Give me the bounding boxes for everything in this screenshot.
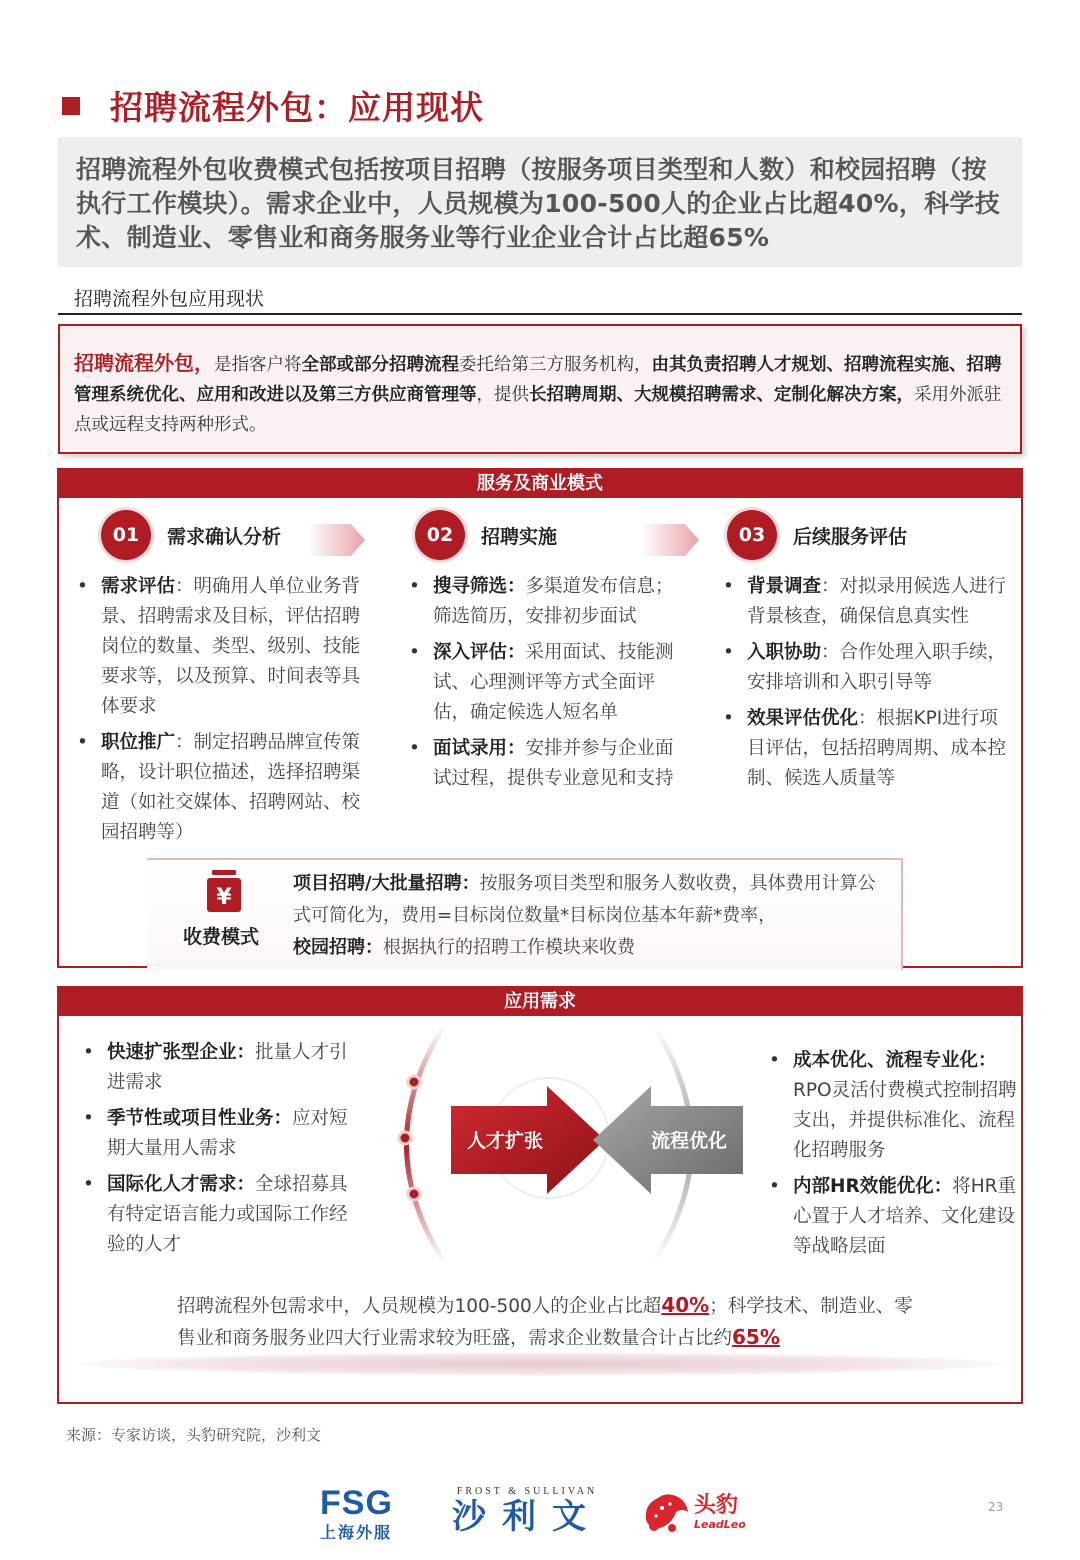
fsg-logo: FSG 上海外服: [320, 1484, 393, 1542]
demand-panel-header: 应用需求: [59, 988, 1021, 1016]
definition-text: [74, 348, 1006, 440]
definition-term: 招聘流程外包，: [74, 351, 214, 375]
definition-part: 委托给第三方服务机构，: [459, 355, 652, 375]
frost-sullivan-logo: FROST & SULLIVAN 沙利文: [452, 1486, 602, 1537]
title-square-icon: [62, 97, 80, 115]
section-label: 招聘流程外包应用现状: [74, 288, 265, 310]
footer-logos: [320, 1486, 760, 1546]
leopard-icon: [642, 1490, 690, 1534]
section-divider: [58, 313, 1022, 315]
arrow-right-label: 流程优化: [650, 1130, 728, 1152]
list-item: • 季节性或项目性业务：应对短期大量用人需求: [79, 1104, 349, 1164]
step-arrow-icon: [307, 520, 367, 560]
summary-box: [58, 137, 1022, 267]
step-02: [415, 510, 557, 560]
definition-box: [58, 324, 1022, 454]
list-item: • 背景调查：对拟录用候选人进行背景核查，确保信息真实性: [719, 572, 1009, 632]
page-number: 23: [988, 1500, 1004, 1514]
highlight-40: 40%: [661, 1293, 710, 1317]
definition-part: 采用外派驻点或远程支持两种形式。: [74, 385, 1002, 435]
page-title: [62, 82, 484, 129]
demand-left-bullets: [79, 1038, 349, 1266]
step-number: 03: [727, 510, 777, 560]
demand-summary: 招聘流程外包需求中，人员规模为100-500人的企业占比超40%；科学技术、制造业、零售业和商务服务业四大行业需求较为旺盛，需求企业数量合计占比约65%: [177, 1293, 913, 1349]
fee-symbol: ¥: [216, 885, 232, 910]
demand-center-graphic: [339, 1024, 759, 1264]
fee-line: 校园招聘：根据执行的招聘工作模块来收费: [293, 937, 635, 958]
step-number: 02: [415, 510, 465, 560]
definition-bold: 由其负责招聘人才规划、招聘流程实施、招聘管理系统优化、应用和改进以及第三方供应商管理等: [74, 355, 1002, 405]
fee-label: 收费模式: [183, 926, 260, 948]
summary-text: 招聘流程外包收费模式包括按项目招聘（按服务项目类型和人数）和校园招聘（按执行工作模块）。需求企业中，人员规模为100-500人的企业占比超40%，科学技术、制造业、零售业和商务服务业等行业企业合计占比超65%: [76, 155, 1001, 252]
definition-bold: 全部或部分招聘流程: [301, 355, 459, 375]
list-item: • 需求评估：明确用人单位业务背景、招聘需求及目标，评估招聘岗位的数量、类型、级别、技能要求等，以及预算、时间表等具体要求: [73, 572, 373, 722]
step-title: 需求确认分析: [167, 525, 282, 548]
list-item: • 搜寻筛选：多渠道发布信息；筛选简历，安排初步面试: [405, 572, 689, 632]
step-number: 01: [101, 510, 151, 560]
service-panel-header: 服务及商业模式: [59, 470, 1021, 498]
leadleo-logo: 头豹 LeadLeo: [642, 1490, 746, 1534]
fee-line: 项目招聘/大批量招聘：按服务项目类型和服务人数收费，具体费用计算公式可简化为，费用=目标岗位数量*目标岗位基本年薪*费率，: [293, 873, 876, 926]
left-dot: [408, 1188, 420, 1200]
arrow-left-label: 人才扩张: [466, 1130, 544, 1152]
definition-part: 是指客户将: [214, 355, 302, 375]
highlight-65: 65%: [732, 1325, 780, 1349]
step-01-bullets: [73, 572, 373, 854]
decorative-shadow: [79, 1352, 1003, 1376]
left-dot: [408, 1076, 420, 1088]
fee-model-box: [147, 858, 903, 970]
list-item: • 快速扩张型企业：批量人才引进需求: [79, 1038, 349, 1098]
step-03-bullets: [719, 572, 1009, 800]
step-title: 招聘实施: [481, 525, 558, 548]
step-title: 后续服务评估: [793, 525, 908, 548]
step-03: [727, 510, 907, 560]
demand-panel: [57, 986, 1023, 1404]
demand-right-bullets: [765, 1046, 1019, 1268]
list-item: • 入职协助：合作处理入职手续，安排培训和入职引导等: [719, 638, 1009, 698]
step-01: [101, 510, 281, 560]
list-item: • 面试录用：安排并参与企业面试过程，提供专业意见和支持: [405, 734, 689, 794]
definition-part: ，提供: [476, 385, 529, 405]
fee-description: [293, 868, 893, 964]
list-item: • 职位推广：制定招聘品牌宣传策略，设计职位描述，选择招聘渠道（如社交媒体、招聘网站、校园招聘等）: [73, 728, 373, 848]
list-item: • 成本优化、流程专业化：RPO灵活付费模式控制招聘支出，并提供标准化、流程化招聘服务: [765, 1046, 1019, 1166]
step-arrow-icon: [641, 520, 701, 560]
step-02-bullets: [405, 572, 689, 800]
left-dot: [399, 1132, 411, 1144]
list-item: • 深入评估：采用面试、技能测试、心理测评等方式全面评估，确定候选人短名单: [405, 638, 689, 728]
definition-bold: 长招聘周期、大规模招聘需求、定制化解决方案，: [529, 385, 914, 405]
list-item: • 效果评估优化：根据KPI进行项目评估，包括招聘周期、成本控制、候选人质量等: [719, 704, 1009, 794]
service-panel: [57, 468, 1023, 968]
price-tag-icon: [207, 870, 241, 912]
left-arc: [407, 1026, 445, 1262]
source-note: 来源：专家访谈，头豹研究院，沙利文: [66, 1426, 322, 1444]
list-item: • 国际化人才需求：全球招募具有特定语言能力或国际工作经验的人才: [79, 1170, 349, 1260]
title-text: 招聘流程外包：应用现状: [110, 88, 484, 127]
list-item: • 内部HR效能优化：将HR重心置于人才培养、文化建设等战略层面: [765, 1172, 1019, 1262]
